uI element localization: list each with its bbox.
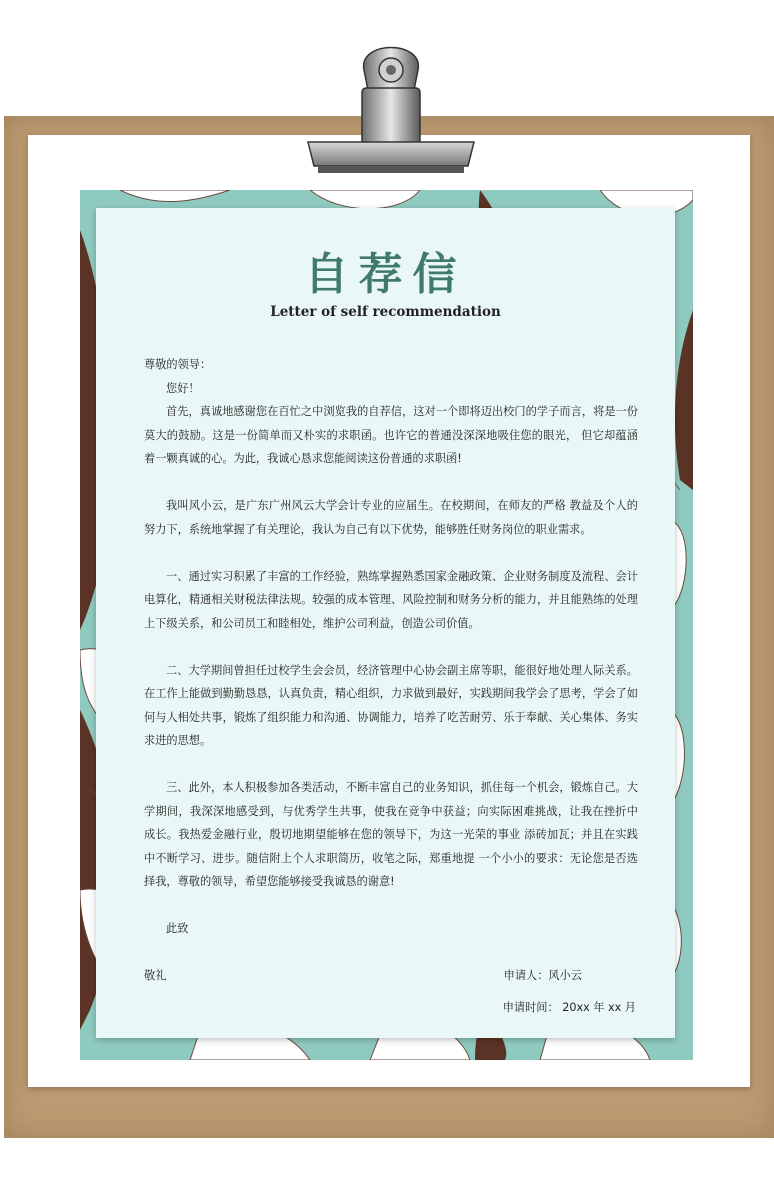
closing: 此致 [166, 922, 189, 935]
greeting: 您好！ [166, 381, 200, 395]
regards: 敬礼 [144, 969, 167, 982]
applicant-name: 申请人：风小云 [503, 969, 582, 982]
signature-row [144, 964, 638, 988]
paragraph-point-1: 一、通过实习积累了丰富的工作经验，熟练掌握熟悉国家金融政策、企业财务制度及流程、会计电算化，精通相关财税法律法规。较强的成本管理、风险控制和财务分析的能力，并且能熟练的处理上下级关系，和公司员工和睦相处，维护公司利益，创造公司价值。 [144, 569, 638, 630]
paragraph-intro: 首先，真诚地感谢您在百忙之中浏览我的自荐信，这对一个即将迈出校门的学子而言，将是一份莫大的鼓励。这是一份简单而又朴实的求职函。也许它的普通没深深地吸住您的眼光， 但它却蕴涵着一颗真诚的心。为此，我诚心恳求您能阅读这份普通的求职函! [144, 405, 638, 465]
letter-body [144, 353, 638, 1019]
letter-title-english: Letter of self recommendation [270, 304, 501, 320]
application-date: 申请时间： 20xx 年 xx 月 [502, 1000, 636, 1014]
letter-sheet [96, 208, 675, 1038]
salutation: 尊敬的领导： [144, 358, 212, 371]
binder-clip [296, 30, 486, 180]
date-row [144, 996, 638, 1020]
paragraph-self-intro: 我叫风小云，是广东广州风云大学会计专业的应届生。在校期间，在师友的严格 教益及个人的努力下，系统地掌握了有关理论，我认为自己有以下优势，能够胜任财务岗位的职业需求。 [144, 499, 638, 536]
letter-title-chinese: 自荐信 [304, 249, 467, 300]
paragraph-point-3: 三、此外，本人积极参加各类活动，不断丰富自己的业务知识，抓住每一个机会，锻炼自己。大学期间，我深深地感受到，与优秀学生共事，使我在竞争中获益；向实际困难挑战，让我在挫折中 成长。我热爱金融行业，殷切地期望能够在您的领导下，为这一光荣的事业 添砖加瓦；并且在实践中不断学习、进步。随信附上个人求职简历，收笔之际，郑重地提 一个小小的要求：无论您是否选择我，尊敬的领导，希望您能够接受我诚恳的谢意! [144, 781, 638, 888]
paragraph-point-2: 二、大学期间曾担任过校学生会会员，经济管理中心协会副主席等职，能很好地处理人际关系。在工作上能做到勤勤恳恳，认真负责，精心组织，力求做到最好，实践期间我学会了思考，学会了如何与人相处共事，锻炼了组织能力和沟通、协调能力，培养了吃苦耐劳、乐于奉献、关心集体、务实求进的思想。 [144, 663, 638, 747]
